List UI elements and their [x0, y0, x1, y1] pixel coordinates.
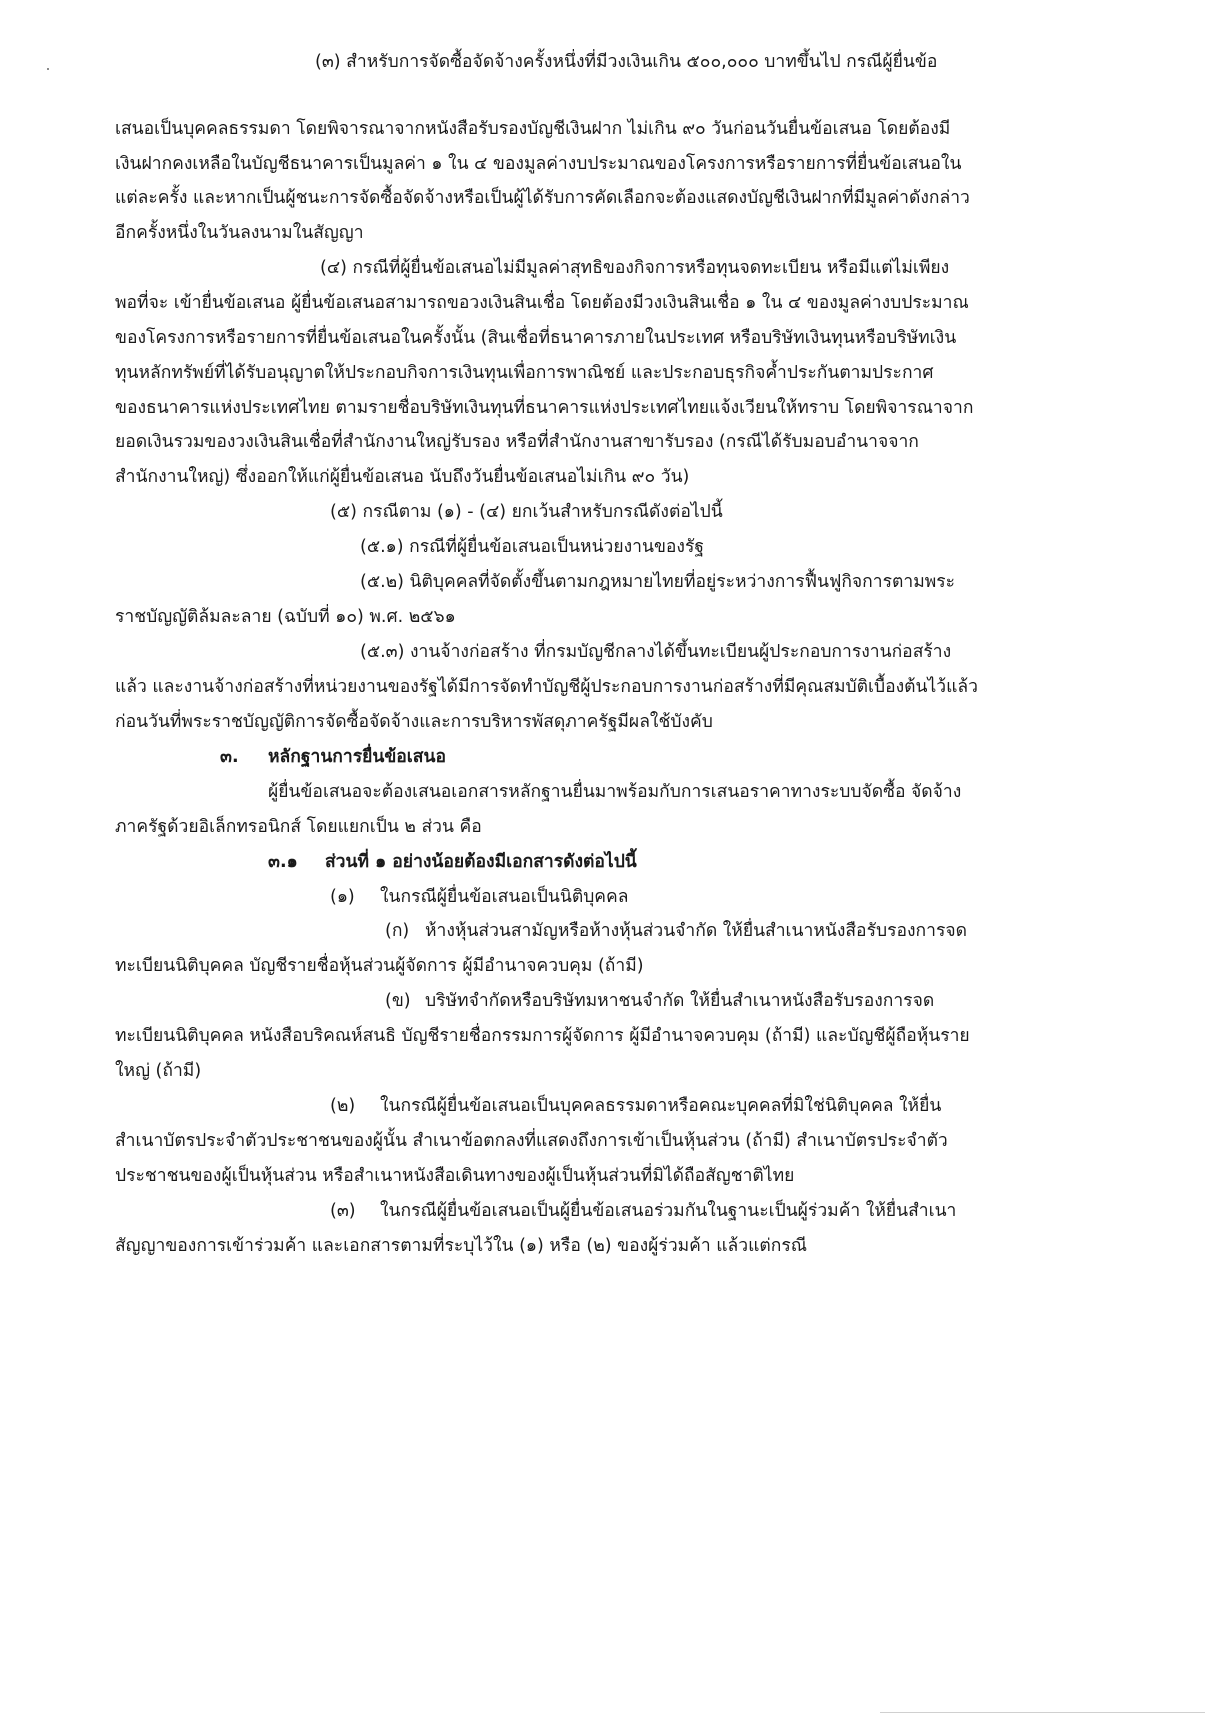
- text-line: ทุนหลักทรัพย์ที่ได้รับอนุญาตให้ประกอบกิจการเงินทุนเพื่อการพาณิชย์ และประกอบธุรกิจค้ำประกันตามประกาศ: [115, 363, 934, 383]
- subsection-heading: ส่วนที่ ๑ อย่างน้อยต้องมีเอกสารดังต่อไปนี้: [325, 852, 637, 872]
- text-line: (๕.๒) นิติบุคคลที่จัดตั้งขึ้นตามกฎหมายไทยที่อยู่ระหว่างการฟื้นฟูกิจการตามพระ: [360, 572, 956, 592]
- subsection-number: ๓.๑: [268, 852, 298, 872]
- text-line: ยอดเงินรวมของวงเงินสินเชื่อที่สำนักงานใหญ่รับรอง หรือที่สำนักงานสาขารับรอง (กรณีได้รับมอบอำนาจจาก: [115, 432, 919, 452]
- text-line: แต่ละครั้ง และหากเป็นผู้ชนะการจัดซื้อจัดจ้างหรือเป็นผู้ได้รับการคัดเลือกจะต้องแสดงบัญชีเงินฝากที่มีมูลค่าดังกล่าว: [115, 188, 970, 208]
- item-letter: (ข): [385, 991, 411, 1011]
- text-line: เสนอเป็นบุคคลธรรมดา โดยพิจารณาจากหนังสือรับรองบัญชีเงินฝาก ไม่เกิน ๙๐ วันก่อนวันยื่นข้อเสนอ โดยต้องมี: [115, 119, 951, 139]
- text-line: ภาครัฐด้วยอิเล็กทรอนิกส์ โดยแยกเป็น ๒ ส่วน คือ: [115, 817, 482, 837]
- text-line: ในกรณีผู้ยื่นข้อเสนอเป็นนิติบุคคล: [380, 887, 629, 907]
- text-line: (๕.๓) งานจ้างก่อสร้าง ที่กรมบัญชีกลางได้ขึ้นทะเบียนผู้ประกอบการงานก่อสร้าง: [360, 642, 952, 662]
- text-line: (๓) สำหรับการจัดซื้อจัดจ้างครั้งหนึ่งที่มีวงเงินเกิน ๕๐๐,๐๐๐ บาทขึ้นไป กรณีผู้ยื่นข้อ: [315, 52, 938, 72]
- text-line: ของโครงการหรือรายการที่ยื่นข้อเสนอในครั้งนั้น (สินเชื่อที่ธนาคารภายในประเทศ หรือบริษัทเงินทุนหรือบริษัทเงิน: [115, 328, 957, 348]
- text-line: ในกรณีผู้ยื่นข้อเสนอเป็นบุคคลธรรมดาหรือคณะบุคคลที่มิใช่นิติบุคคล ให้ยื่น: [380, 1096, 942, 1116]
- item-number: (๒): [330, 1096, 356, 1116]
- item-letter: (ก): [385, 921, 410, 941]
- text-line: สำเนาบัตรประจำตัวประชาชนของผู้นั้น สำเนาข้อตกลงที่แสดงถึงการเข้าเป็นหุ้นส่วน (ถ้ามี) สำเนาบัตรประจำตัว: [115, 1131, 948, 1151]
- section-number: ๓.: [220, 747, 239, 767]
- text-line: ประชาชนของผู้เป็นหุ้นส่วน หรือสำเนาหนังสือเดินทางของผู้เป็นหุ้นส่วนที่มิได้ถือสัญชาติไทย: [115, 1166, 795, 1186]
- text-line: แล้ว และงานจ้างก่อสร้างที่หน่วยงานของรัฐได้มีการจัดทำบัญชีผู้ประกอบการงานก่อสร้างที่มีคุณสมบัติเบื้องต้นไว้แล้ว: [115, 677, 978, 697]
- text-line: ใหญ่ (ถ้ามี): [115, 1061, 202, 1081]
- text-line: สำนักงานใหญ่) ซึ่งออกให้แก่ผู้ยื่นข้อเสนอ นับถึงวันยื่นข้อเสนอไม่เกิน ๙๐ วัน): [115, 467, 690, 487]
- text-line: ของธนาคารแห่งประเทศไทย ตามรายชื่อบริษัทเงินทุนที่ธนาคารแห่งประเทศไทยแจ้งเวียนให้ทราบ โดยพิจารณาจาก: [115, 398, 974, 418]
- text-line: ทะเบียนนิติบุคคล บัญชีรายชื่อหุ้นส่วนผู้จัดการ ผู้มีอำนาจควบคุม (ถ้ามี): [115, 956, 644, 976]
- text-line: สัญญาของการเข้าร่วมค้า และเอกสารตามที่ระบุไว้ใน (๑) หรือ (๒) ของผู้ร่วมค้า แล้วแต่กรณี: [115, 1236, 807, 1256]
- scan-speck: [47, 68, 49, 70]
- text-line: พอที่จะ เข้ายื่นข้อเสนอ ผู้ยื่นข้อเสนอสามารถขอวงเงินสินเชื่อ โดยต้องมีวงเงินสินเชื่อ ๑ ใน ๔ ของมูลค่างบประมาณ: [115, 293, 969, 313]
- scan-edge: [880, 1712, 1205, 1713]
- section-heading: หลักฐานการยื่นข้อเสนอ: [268, 747, 446, 767]
- text-line: ก่อนวันที่พระราชบัญญัติการจัดซื้อจัดจ้างและการบริหารพัสดุภาครัฐมีผลใช้บังคับ: [115, 712, 713, 732]
- text-line: อีกครั้งหนึ่งในวันลงนามในสัญญา: [115, 223, 364, 243]
- text-line: (๕) กรณีตาม (๑) - (๔) ยกเว้นสำหรับกรณีดังต่อไปนี้: [330, 502, 723, 522]
- item-number: (๓): [330, 1201, 356, 1221]
- text-line: ห้างหุ้นส่วนสามัญหรือห้างหุ้นส่วนจำกัด ให้ยื่นสำเนาหนังสือรับรองการจด: [425, 921, 967, 941]
- text-line: (๔) กรณีที่ผู้ยื่นข้อเสนอไม่มีมูลค่าสุทธิของกิจการหรือทุนจดทะเบียน หรือมีแต่ไม่เพียง: [320, 258, 950, 278]
- text-line: ทะเบียนนิติบุคคล หนังสือบริคณห์สนธิ บัญชีรายชื่อกรรมการผู้จัดการ ผู้มีอำนาจควบคุม (ถ้ามี) และบัญชีผู้ถือหุ้นราย: [115, 1026, 970, 1046]
- text-line: ราชบัญญัติล้มละลาย (ฉบับที่ ๑๐) พ.ศ. ๒๕๖๑: [115, 607, 456, 627]
- text-line: (๕.๑) กรณีที่ผู้ยื่นข้อเสนอเป็นหน่วยงานของรัฐ: [360, 537, 705, 557]
- text-line: ผู้ยื่นข้อเสนอจะต้องเสนอเอกสารหลักฐานยื่นมาพร้อมกับการเสนอราคาทางระบบจัดซื้อ จัดจ้าง: [268, 782, 962, 802]
- text-line: ในกรณีผู้ยื่นข้อเสนอเป็นผู้ยื่นข้อเสนอร่วมกันในฐานะเป็นผู้ร่วมค้า ให้ยื่นสำเนา: [380, 1201, 957, 1221]
- text-line: บริษัทจำกัดหรือบริษัทมหาชนจำกัด ให้ยื่นสำเนาหนังสือรับรองการจด: [425, 991, 935, 1011]
- text-line: เงินฝากคงเหลือในบัญชีธนาคารเป็นมูลค่า ๑ ใน ๔ ของมูลค่างบประมาณของโครงการหรือรายการที่ยื่นข้อเสนอใน: [115, 154, 962, 174]
- item-number: (๑): [330, 887, 355, 907]
